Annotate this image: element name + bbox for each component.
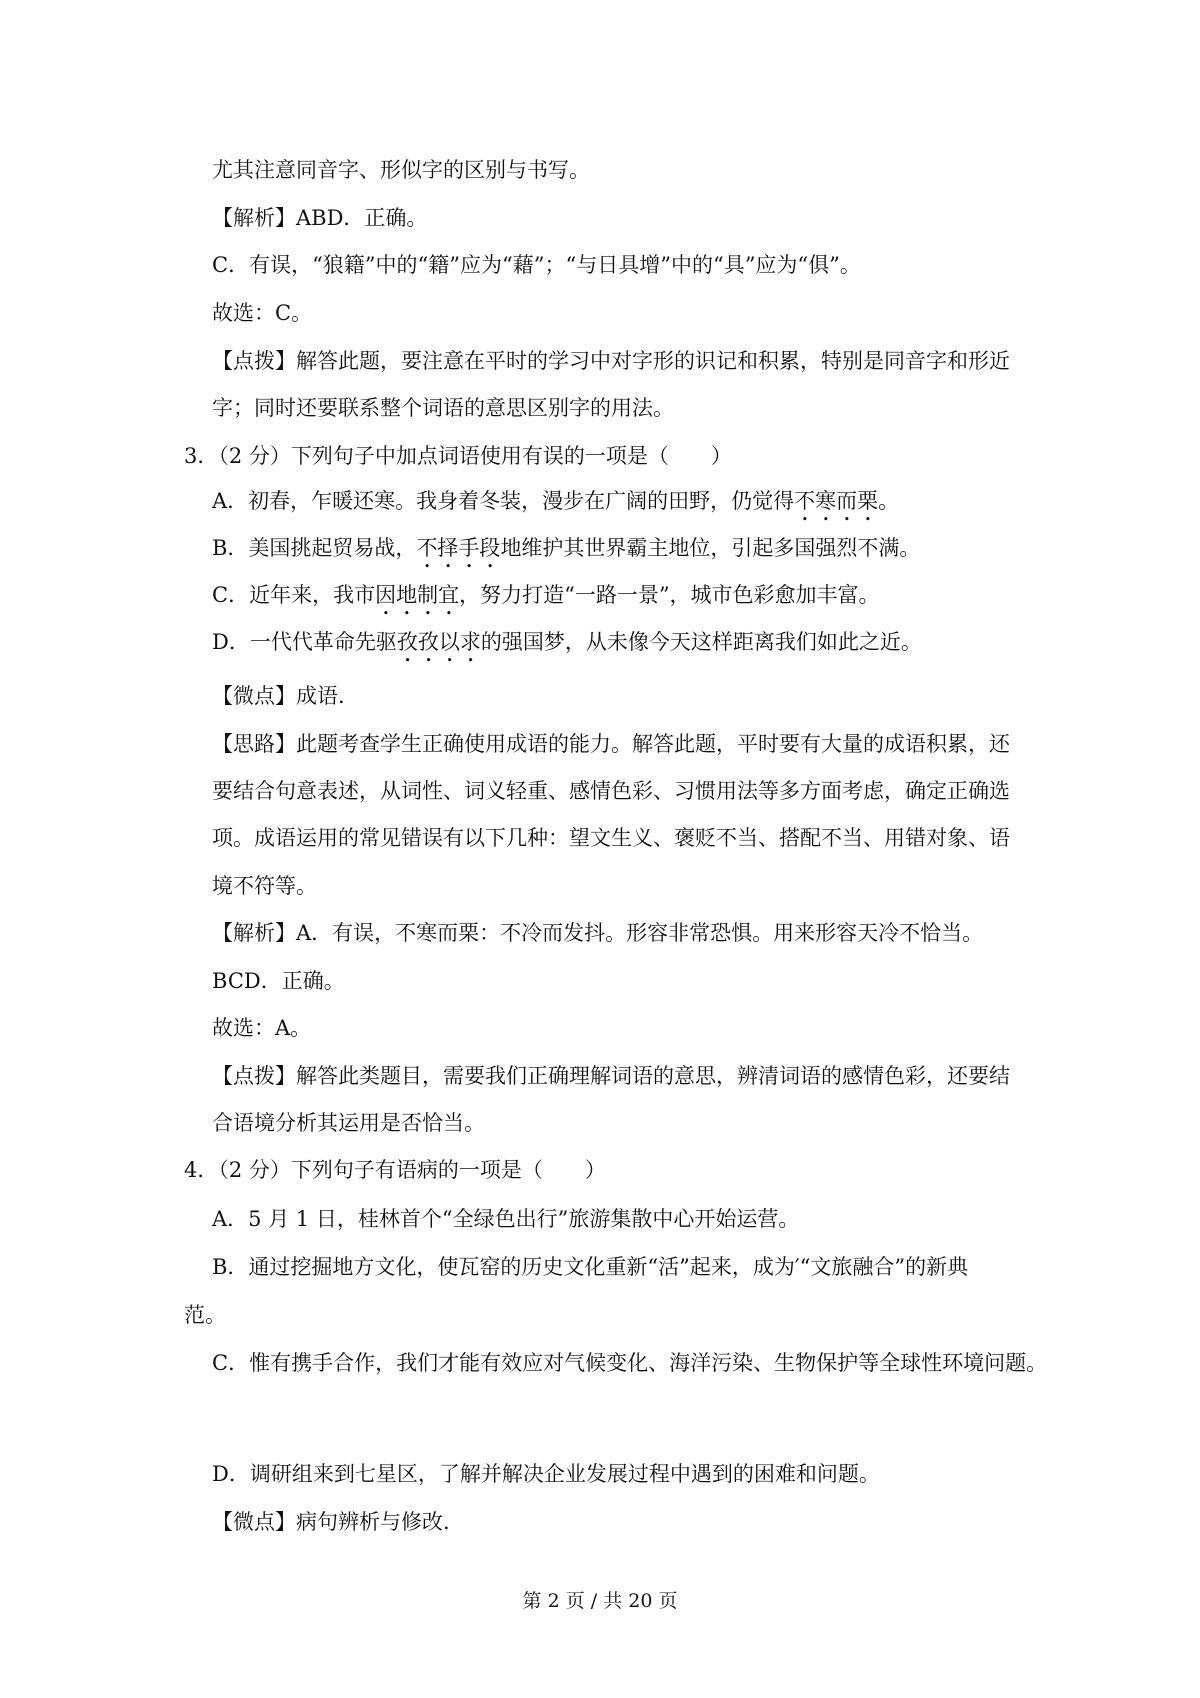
option-text: C．近年来，我市	[212, 583, 376, 607]
option-text: ，努力打造“一路一景”，城市色彩愈加丰富。	[459, 583, 880, 607]
option-text: A．初春，乍暖还寒。我身着冬装，漫步在广阔的田野，仍觉得	[212, 489, 795, 513]
text-line: 【思路】此题考查学生正确使用成语的能力。解答此题，平时要有大量的成语积累，还	[212, 732, 1010, 756]
option-text: B．美国挑起贸易战，	[212, 536, 417, 560]
question-3-option-b	[212, 533, 920, 573]
text-line: 项。成语运用的常见错误有以下几种：望文生义、褒贬不当、搭配不当、用错对象、语	[212, 826, 1010, 850]
dotted-phrase: 不择手段	[416, 536, 501, 560]
question-4-option-b: B．通过挖掘地方文化，使瓦窑的历史文化重新“活”起来，成为′“文旅融合”的新典	[212, 1255, 969, 1279]
text-line: 【解析】ABD．正确。	[212, 206, 428, 230]
text-line: 尤其注意同音字、形似字的区别与书写。	[212, 158, 590, 182]
text-line: BCD．正确。	[212, 969, 345, 993]
dotted-phrase: 因地制宜	[375, 583, 460, 607]
text-line: 故选：C。	[212, 301, 313, 325]
dotted-phrase: 不寒而栗	[794, 489, 879, 513]
text-line: 【点拨】解答此类题目，需要我们正确理解词语的意思，辨清词语的感情色彩，还要结	[212, 1064, 1010, 1088]
option-text: 地维护其世界霸主地位，引起多国强烈不满。	[500, 536, 921, 560]
question-4-option-c: C．惟有携手合作，我们才能有效应对气候变化、海洋污染、生物保护等全球性环境问题。	[212, 1351, 1048, 1375]
page-footer: 第 2 页 / 共 20 页	[522, 1590, 678, 1612]
text-line: 境不符等。	[212, 874, 317, 898]
text-line: 【微点】成语.	[212, 684, 345, 708]
text-line: 故选：A。	[212, 1016, 312, 1040]
question-4-stem: 4．（2 分）下列句子有语病的一项是（ ）	[184, 1158, 606, 1182]
text-line: C．有误，“狼籍”中的“籍”应为“藉”；“与日具增”中的“具”应为“俱”。	[212, 253, 861, 277]
question-4-option-a: A．5 月 1 日，桂林首个“全绿色出行”旅游集散中心开始运营。	[212, 1207, 800, 1231]
text-line: 合语境分析其运用是否恰当。	[212, 1111, 485, 1135]
text-line: 【微点】病句辨析与修改.	[212, 1510, 450, 1534]
text-line: 【点拨】解答此题，要注意在平时的学习中对字形的识记和积累，特别是同音字和形近	[212, 349, 1010, 373]
option-text: 。	[878, 489, 900, 513]
text-line: 字；同时还要联系整个词语的意思区别字的用法。	[212, 396, 674, 420]
option-text: D．一代代革命先驱	[212, 630, 397, 654]
question-3-option-a	[212, 486, 899, 526]
question-3-option-c	[212, 580, 880, 620]
question-3-stem: 3．（2 分）下列句子中加点词语使用有误的一项是（ ）	[184, 444, 732, 468]
question-4-option-d: D．调研组来到七星区，了解并解决企业发展过程中遇到的困难和问题。	[212, 1462, 880, 1486]
question-3-option-d	[212, 627, 922, 667]
text-line: 【解析】A．有误，不寒而栗：不冷而发抖。形容非常恐惧。用来形容天冷不恰当。	[212, 921, 984, 945]
question-4-option-b-cont: 范。	[184, 1303, 226, 1327]
option-text: 的强国梦，从未像今天这样距离我们如此之近。	[480, 630, 922, 654]
dotted-phrase: 孜孜以求	[396, 630, 481, 654]
text-line: 要结合句意表述，从词性、词义轻重、感情色彩、习惯用法等多方面考虑，确定正确选	[212, 779, 1010, 803]
